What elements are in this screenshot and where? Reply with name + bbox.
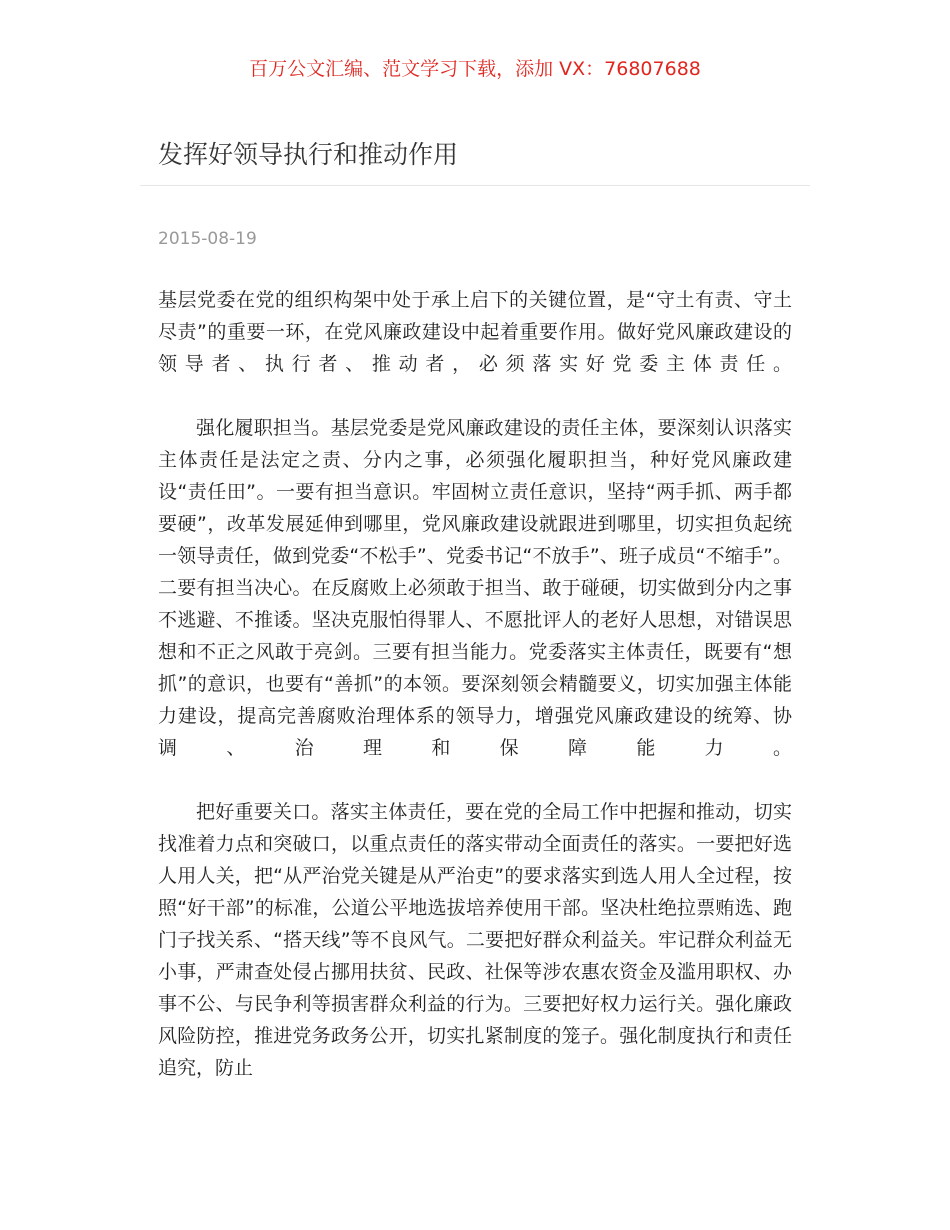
download-banner: 百万公文汇编、范文学习下载，添加 VX：76807688: [249, 58, 701, 80]
article-body: [158, 284, 792, 1084]
paragraph-responsibility: 强化履职担当。基层党委是党风廉政建设的责任主体，要深刻认识落实主体责任是法定之责、分内之事，必须强化履职担当，种好党风廉政建设“责任田”。一要有担当意识。牢固树立责任意识，坚持“两手抓、两手都要硬”，改革发展延伸到哪里，党风廉政建设就跟进到哪里，切实担负起统一领导责任，做到党委“不松手”、党委书记“不放手”、班子成员“不缩手”。二要有担当决心。在反腐败上必须敢于担当、敢于碰硬，切实做到分内之事不逃避、不推诿。坚决克服怕得罪人、不愿批评人的老好人思想，对错误思想和不正之风敢于亮剑。三要有担当能力。党委落实主体责任，既要有“想抓”的意识，也要有“善抓”的本领。要深刻领会精髓要义，切实加强主体能力建设，提高完善腐败治理体系的领导力，增强党风廉政建设的统筹、协调、治理和保障能力。: [158, 417, 792, 759]
paragraph-key-checkpoints: 把好重要关口。落实主体责任，要在党的全局工作中把握和推动，切实找准着力点和突破口，以重点责任的落实带动全面责任的落实。一要把好选人用人关，把“从严治党关键是从严治吏”的要求落实到选人用人全过程，按照“好干部”的标准，公道公平地选拔培养使用干部。坚决杜绝拉票贿选、跑门子找关系、“搭天线”等不良风气。二要把好群众利益关。牢记群众利益无小事，严肃查处侵占挪用扶贫、民政、社保等涉农惠农资金及滥用职权、办事不公、与民争利等损害群众利益的行为。三要把好权力运行关。强化廉政风险防控，推进党务政务公开，切实扎紧制度的笼子。强化制度执行和责任追究，防止: [158, 801, 792, 1079]
article-title: 发挥好领导执行和推动作用: [158, 140, 459, 169]
intro-paragraph: 基层党委在党的组织构架中处于承上启下的关键位置，是“守土有责、守土尽责”的重要一环，在党风廉政建设中起着重要作用。做好党风廉政建设的领导者、执行者、推动者，必须落实好党委主体责任。: [158, 289, 792, 375]
publish-date: 2015-08-19: [158, 229, 257, 249]
title-divider: [140, 185, 810, 186]
paragraph-gap: [158, 764, 792, 796]
paragraph-gap: [158, 380, 792, 412]
